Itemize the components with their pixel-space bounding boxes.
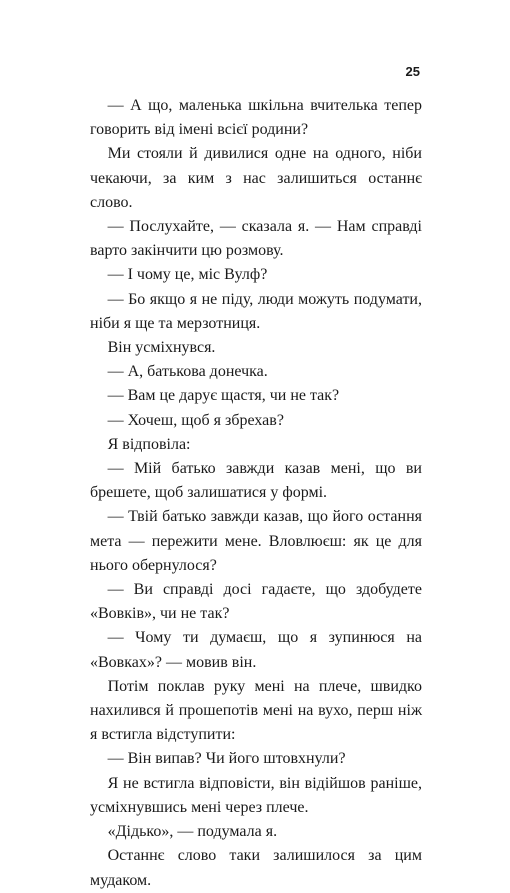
- paragraph: — Твій батько завжди казав, що його остання мета — пережити мене. Вловлюєш: як це для нього обернулося?: [90, 508, 422, 574]
- paragraph: — А що, маленька шкільна вчителька тепер говорить від імені всієї родини?: [90, 97, 422, 139]
- paragraph: Я відповіла:: [107, 435, 191, 453]
- paragraph: Ми стояли й дивилися одне на одного, ніби чекаючи, за ким з нас залишиться останнє слово.: [90, 145, 422, 211]
- paragraph: — Бо якщо я не піду, люди можуть подумати, ніби я ще та мерзотниця.: [90, 290, 422, 332]
- paragraph: — Мій батько завжди казав мені, що ви брешете, щоб залишатися у формі.: [90, 460, 422, 502]
- paragraph: — Чому ти думаєш, що я зупинюся на «Вовках»? — мовив він.: [90, 629, 422, 671]
- paragraph: Я не встигла відповісти, він відійшов раніше, усміхнувшись мені через плече.: [90, 774, 422, 816]
- paragraph: — Хочеш, щоб я збрехав?: [107, 411, 284, 429]
- body-text: [90, 94, 422, 893]
- paragraph: — Вам це дарує щастя, чи не так?: [107, 387, 340, 405]
- paragraph: Потім поклав руку мені на плече, швидко нахилився й прошепотів мені на вухо, перш ніж я встигла відступити:: [90, 677, 422, 744]
- paragraph: Він усміхнувся.: [107, 339, 216, 357]
- paragraph: Останнє слово таки залишилося за цим мудаком.: [90, 847, 422, 889]
- paragraph: — Послухайте, — сказала я. — Нам справді варто закінчити цю розмову.: [90, 218, 422, 260]
- paragraph: — Він випав? Чи його штовхнули?: [107, 750, 346, 768]
- paragraph: — І чому це, міс Вулф?: [107, 266, 268, 284]
- paragraph: — Ви справді досі гадаєте, що здобудете «Вовків», чи не так?: [90, 581, 422, 623]
- paragraph: «Дідько», — подумала я.: [107, 823, 278, 841]
- paragraph: — А, батькова донечка.: [107, 363, 268, 381]
- page-number: 25: [405, 64, 420, 79]
